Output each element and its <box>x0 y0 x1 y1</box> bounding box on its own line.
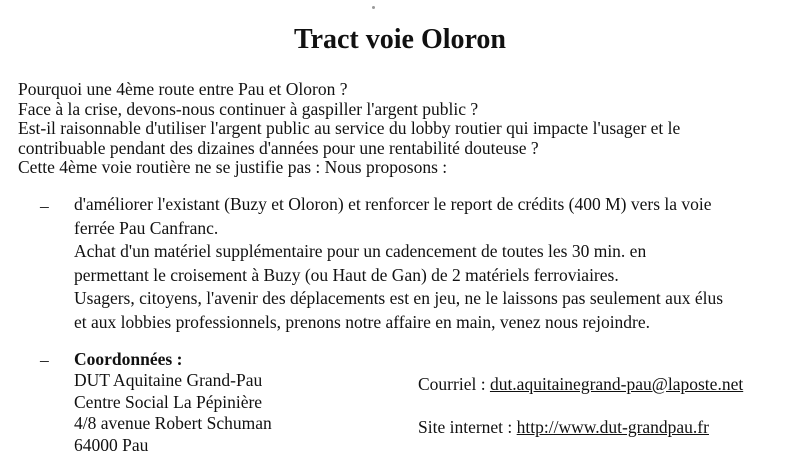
intro-line: Pourquoi une 4ème route entre Pau et Oloron ? <box>18 79 348 99</box>
intro-line: Face à la crise, devons-nous continuer à gaspiller l'argent public ? <box>18 98 479 119</box>
proposal-line: ferrée Pau Canfranc. <box>74 217 219 238</box>
address-line: Centre Social La Pépinière <box>74 391 263 412</box>
page-title: Tract voie Oloron <box>293 24 507 55</box>
proposal-line: d'améliorer l'existant (Buzy et Oloron) et renforcer le report de crédits (400 M) vers la voie <box>74 194 712 214</box>
address-line: 64000 Pau <box>74 434 149 455</box>
intro-paragraph <box>18 80 788 178</box>
email-label: Courriel : <box>418 374 490 394</box>
address-line: 4/8 avenue Robert Schuman <box>74 413 272 433</box>
bullet-dash: – <box>40 196 49 216</box>
website-link[interactable]: http://www.dut-grandpau.fr <box>516 417 709 437</box>
intro-line: Est-il raisonnable d'utiliser l'argent public au service du lobby routier qui impacte l'usager et le <box>18 118 681 138</box>
bullet-dash: – <box>40 350 49 370</box>
website-row <box>418 417 709 437</box>
intro-line: Cette 4ème voie routière ne se justifie pas : Nous proposons : <box>18 157 448 177</box>
proposal-block <box>74 193 784 334</box>
proposal-line: et aux lobbies professionnels, prenons notre affaire en main, venez nous rejoindre. <box>74 311 651 332</box>
address-block <box>74 370 272 456</box>
email-row <box>418 374 743 394</box>
email-link[interactable]: dut.aquitainegrand-pau@laposte.net <box>489 374 744 394</box>
address-line: DUT Aquitaine Grand-Pau <box>74 370 263 390</box>
coordinates-heading: Coordonnées : <box>74 349 183 369</box>
intro-line: contribuable pendant des dizaines d'années pour une rentabilité douteuse ? <box>18 137 539 158</box>
proposal-line: permettant le croisement à Buzy (ou Haut de Gan) de 2 matériels ferroviaires. <box>74 264 619 285</box>
proposal-line: Usagers, citoyens, l'avenir des déplacements est en jeu, ne le laissons pas seulement aux élus <box>74 288 724 308</box>
proposal-line: Achat d'un matériel supplémentaire pour un cadencement de toutes les 30 min. en <box>74 241 647 261</box>
website-label: Site internet : <box>418 417 517 437</box>
scan-speck <box>372 6 375 9</box>
